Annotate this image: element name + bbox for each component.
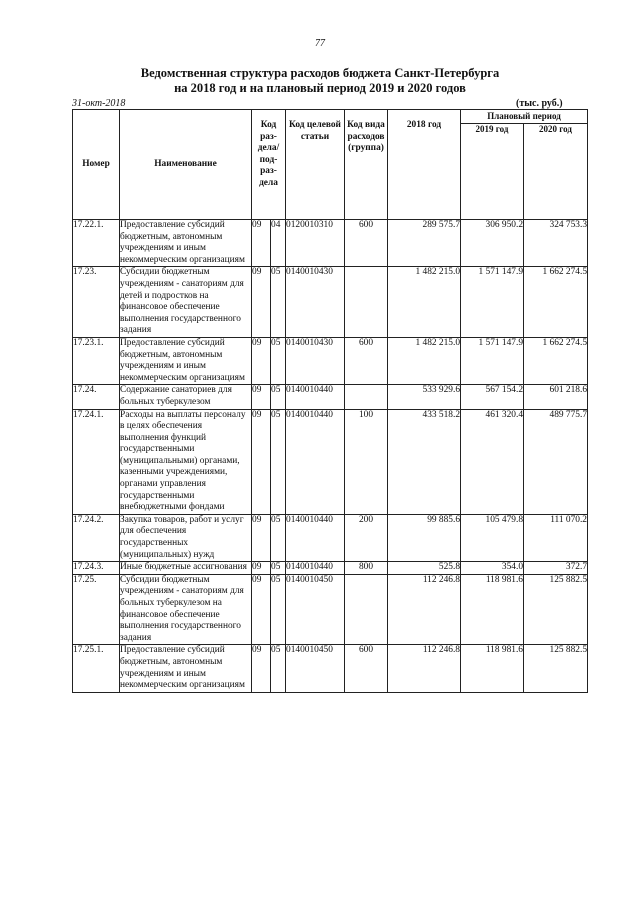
- row-subsection: 04: [271, 220, 286, 267]
- row-amount-2019: 105 479.8: [461, 514, 524, 561]
- row-section: 09: [252, 514, 271, 561]
- row-target-code: 0140010430: [286, 337, 345, 384]
- table-row: [73, 220, 588, 267]
- row-amount-2018: 112 246.8: [388, 645, 461, 692]
- row-expense-code: 600: [345, 645, 388, 692]
- table-row: [73, 645, 588, 692]
- table-row: [73, 562, 588, 575]
- row-amount-2020: 601 218.6: [524, 385, 588, 409]
- row-amount-2020: 1 662 274.5: [524, 267, 588, 338]
- row-section: 09: [252, 220, 271, 267]
- header-number: Номер: [73, 110, 120, 220]
- row-amount-2020: 489 775.7: [524, 409, 588, 514]
- row-expense-code: [345, 267, 388, 338]
- header-year-2018: 2018 год: [388, 110, 461, 220]
- row-expense-code: [345, 574, 388, 645]
- row-amount-2019: 354.0: [461, 562, 524, 575]
- row-number: 17.24.3.: [73, 562, 120, 575]
- header-section-code: Код раз- дела/ под- раз- дела: [252, 110, 286, 220]
- row-subsection: 05: [271, 385, 286, 409]
- row-amount-2019: 118 981.6: [461, 645, 524, 692]
- row-name: Субсидии бюджетным учреждениям - санаториям для детей и подростков на финансовое обеспечение выполнения государственного задания: [120, 267, 252, 338]
- header-name: Наименование: [120, 110, 252, 220]
- row-amount-2020: 372.7: [524, 562, 588, 575]
- header-year-2020: 2020 год: [524, 124, 588, 220]
- row-section: 09: [252, 645, 271, 692]
- row-subsection: 05: [271, 514, 286, 561]
- row-number: 17.25.1.: [73, 645, 120, 692]
- row-section: 09: [252, 267, 271, 338]
- page-number: 77: [315, 38, 325, 49]
- row-amount-2018: 433 518.2: [388, 409, 461, 514]
- row-subsection: 05: [271, 574, 286, 645]
- row-expense-code: 100: [345, 409, 388, 514]
- table-row: [73, 337, 588, 384]
- row-target-code: 0140010440: [286, 385, 345, 409]
- row-amount-2018: 99 885.6: [388, 514, 461, 561]
- row-target-code: 0140010450: [286, 574, 345, 645]
- row-amount-2019: 118 981.6: [461, 574, 524, 645]
- row-name: Предоставление субсидий бюджетным, автономным учреждениям и иным некоммерческим организациям: [120, 220, 252, 267]
- row-number: 17.24.1.: [73, 409, 120, 514]
- row-number: 17.23.1.: [73, 337, 120, 384]
- row-amount-2020: 125 882.5: [524, 645, 588, 692]
- row-number: 17.25.: [73, 574, 120, 645]
- row-name: Предоставление субсидий бюджетным, автономным учреждениям и иным некоммерческим организациям: [120, 337, 252, 384]
- table-row: [73, 385, 588, 409]
- row-amount-2019: 1 571 147.9: [461, 267, 524, 338]
- row-amount-2019: 306 950.2: [461, 220, 524, 267]
- row-name: Содержание санаториев для больных туберкулезом: [120, 385, 252, 409]
- row-amount-2019: 1 571 147.9: [461, 337, 524, 384]
- table-row: [73, 409, 588, 514]
- row-amount-2020: 324 753.3: [524, 220, 588, 267]
- row-section: 09: [252, 385, 271, 409]
- table-row: [73, 514, 588, 561]
- row-amount-2018: 289 575.7: [388, 220, 461, 267]
- row-subsection: 05: [271, 267, 286, 338]
- row-amount-2018: 1 482 215.0: [388, 267, 461, 338]
- row-target-code: 0140010450: [286, 645, 345, 692]
- row-amount-2020: 125 882.5: [524, 574, 588, 645]
- title-line-1: Ведомственная структура расходов бюджета Санкт-Петербурга: [140, 66, 500, 80]
- row-amount-2018: 112 246.8: [388, 574, 461, 645]
- row-number: 17.24.: [73, 385, 120, 409]
- row-number: 17.24.2.: [73, 514, 120, 561]
- row-section: 09: [252, 409, 271, 514]
- row-expense-code: 800: [345, 562, 388, 575]
- document-date: 31-окт-2018: [72, 98, 126, 109]
- row-amount-2018: 1 482 215.0: [388, 337, 461, 384]
- row-amount-2020: 1 662 274.5: [524, 337, 588, 384]
- row-name: Иные бюджетные ассигнования: [120, 562, 252, 575]
- row-target-code: 0140010440: [286, 409, 345, 514]
- table-row: [73, 267, 588, 338]
- row-amount-2019: 567 154.2: [461, 385, 524, 409]
- row-subsection: 05: [271, 409, 286, 514]
- table-row: [73, 574, 588, 645]
- row-amount-2020: 111 070.2: [524, 514, 588, 561]
- row-target-code: 0140010440: [286, 562, 345, 575]
- row-section: 09: [252, 562, 271, 575]
- row-amount-2018: 525.8: [388, 562, 461, 575]
- title-line-2: на 2018 год и на плановый период 2019 и 2020 годов: [174, 81, 466, 95]
- row-amount-2018: 533 929.6: [388, 385, 461, 409]
- row-expense-code: [345, 385, 388, 409]
- row-name: Субсидии бюджетным учреждениям - санаториям для больных туберкулезом на финансовое обеспечение выполнения государственного задания: [120, 574, 252, 645]
- row-subsection: 05: [271, 645, 286, 692]
- row-section: 09: [252, 574, 271, 645]
- row-amount-2019: 461 320.4: [461, 409, 524, 514]
- row-target-code: 0140010440: [286, 514, 345, 561]
- header-expense-code: Код вида расходов (группа): [345, 110, 388, 220]
- row-expense-code: 200: [345, 514, 388, 561]
- header-plan-period: Плановый период: [461, 110, 588, 124]
- row-section: 09: [252, 337, 271, 384]
- row-name: Расходы на выплаты персоналу в целях обеспечения выполнения функций государственными (муниципальными) органами, казенными учреждениями, органами управления государственными внебюджетными фондами: [120, 409, 252, 514]
- document-title: [0, 66, 640, 96]
- row-name: Закупка товаров, работ и услуг для обеспечения государственных (муниципальных) нужд: [120, 514, 252, 561]
- row-number: 17.23.: [73, 267, 120, 338]
- row-name: Предоставление субсидий бюджетным, автономным учреждениям и иным некоммерческим организациям: [120, 645, 252, 692]
- row-subsection: 05: [271, 337, 286, 384]
- row-number: 17.22.1.: [73, 220, 120, 267]
- row-target-code: 0140010430: [286, 267, 345, 338]
- row-expense-code: 600: [345, 337, 388, 384]
- row-expense-code: 600: [345, 220, 388, 267]
- header-target-code: Код целевой статьи: [286, 110, 345, 220]
- row-subsection: 05: [271, 562, 286, 575]
- header-year-2019: 2019 год: [461, 124, 524, 220]
- units-label: (тыс. руб.): [516, 98, 563, 109]
- row-target-code: 0120010310: [286, 220, 345, 267]
- expenditure-table: [72, 109, 588, 693]
